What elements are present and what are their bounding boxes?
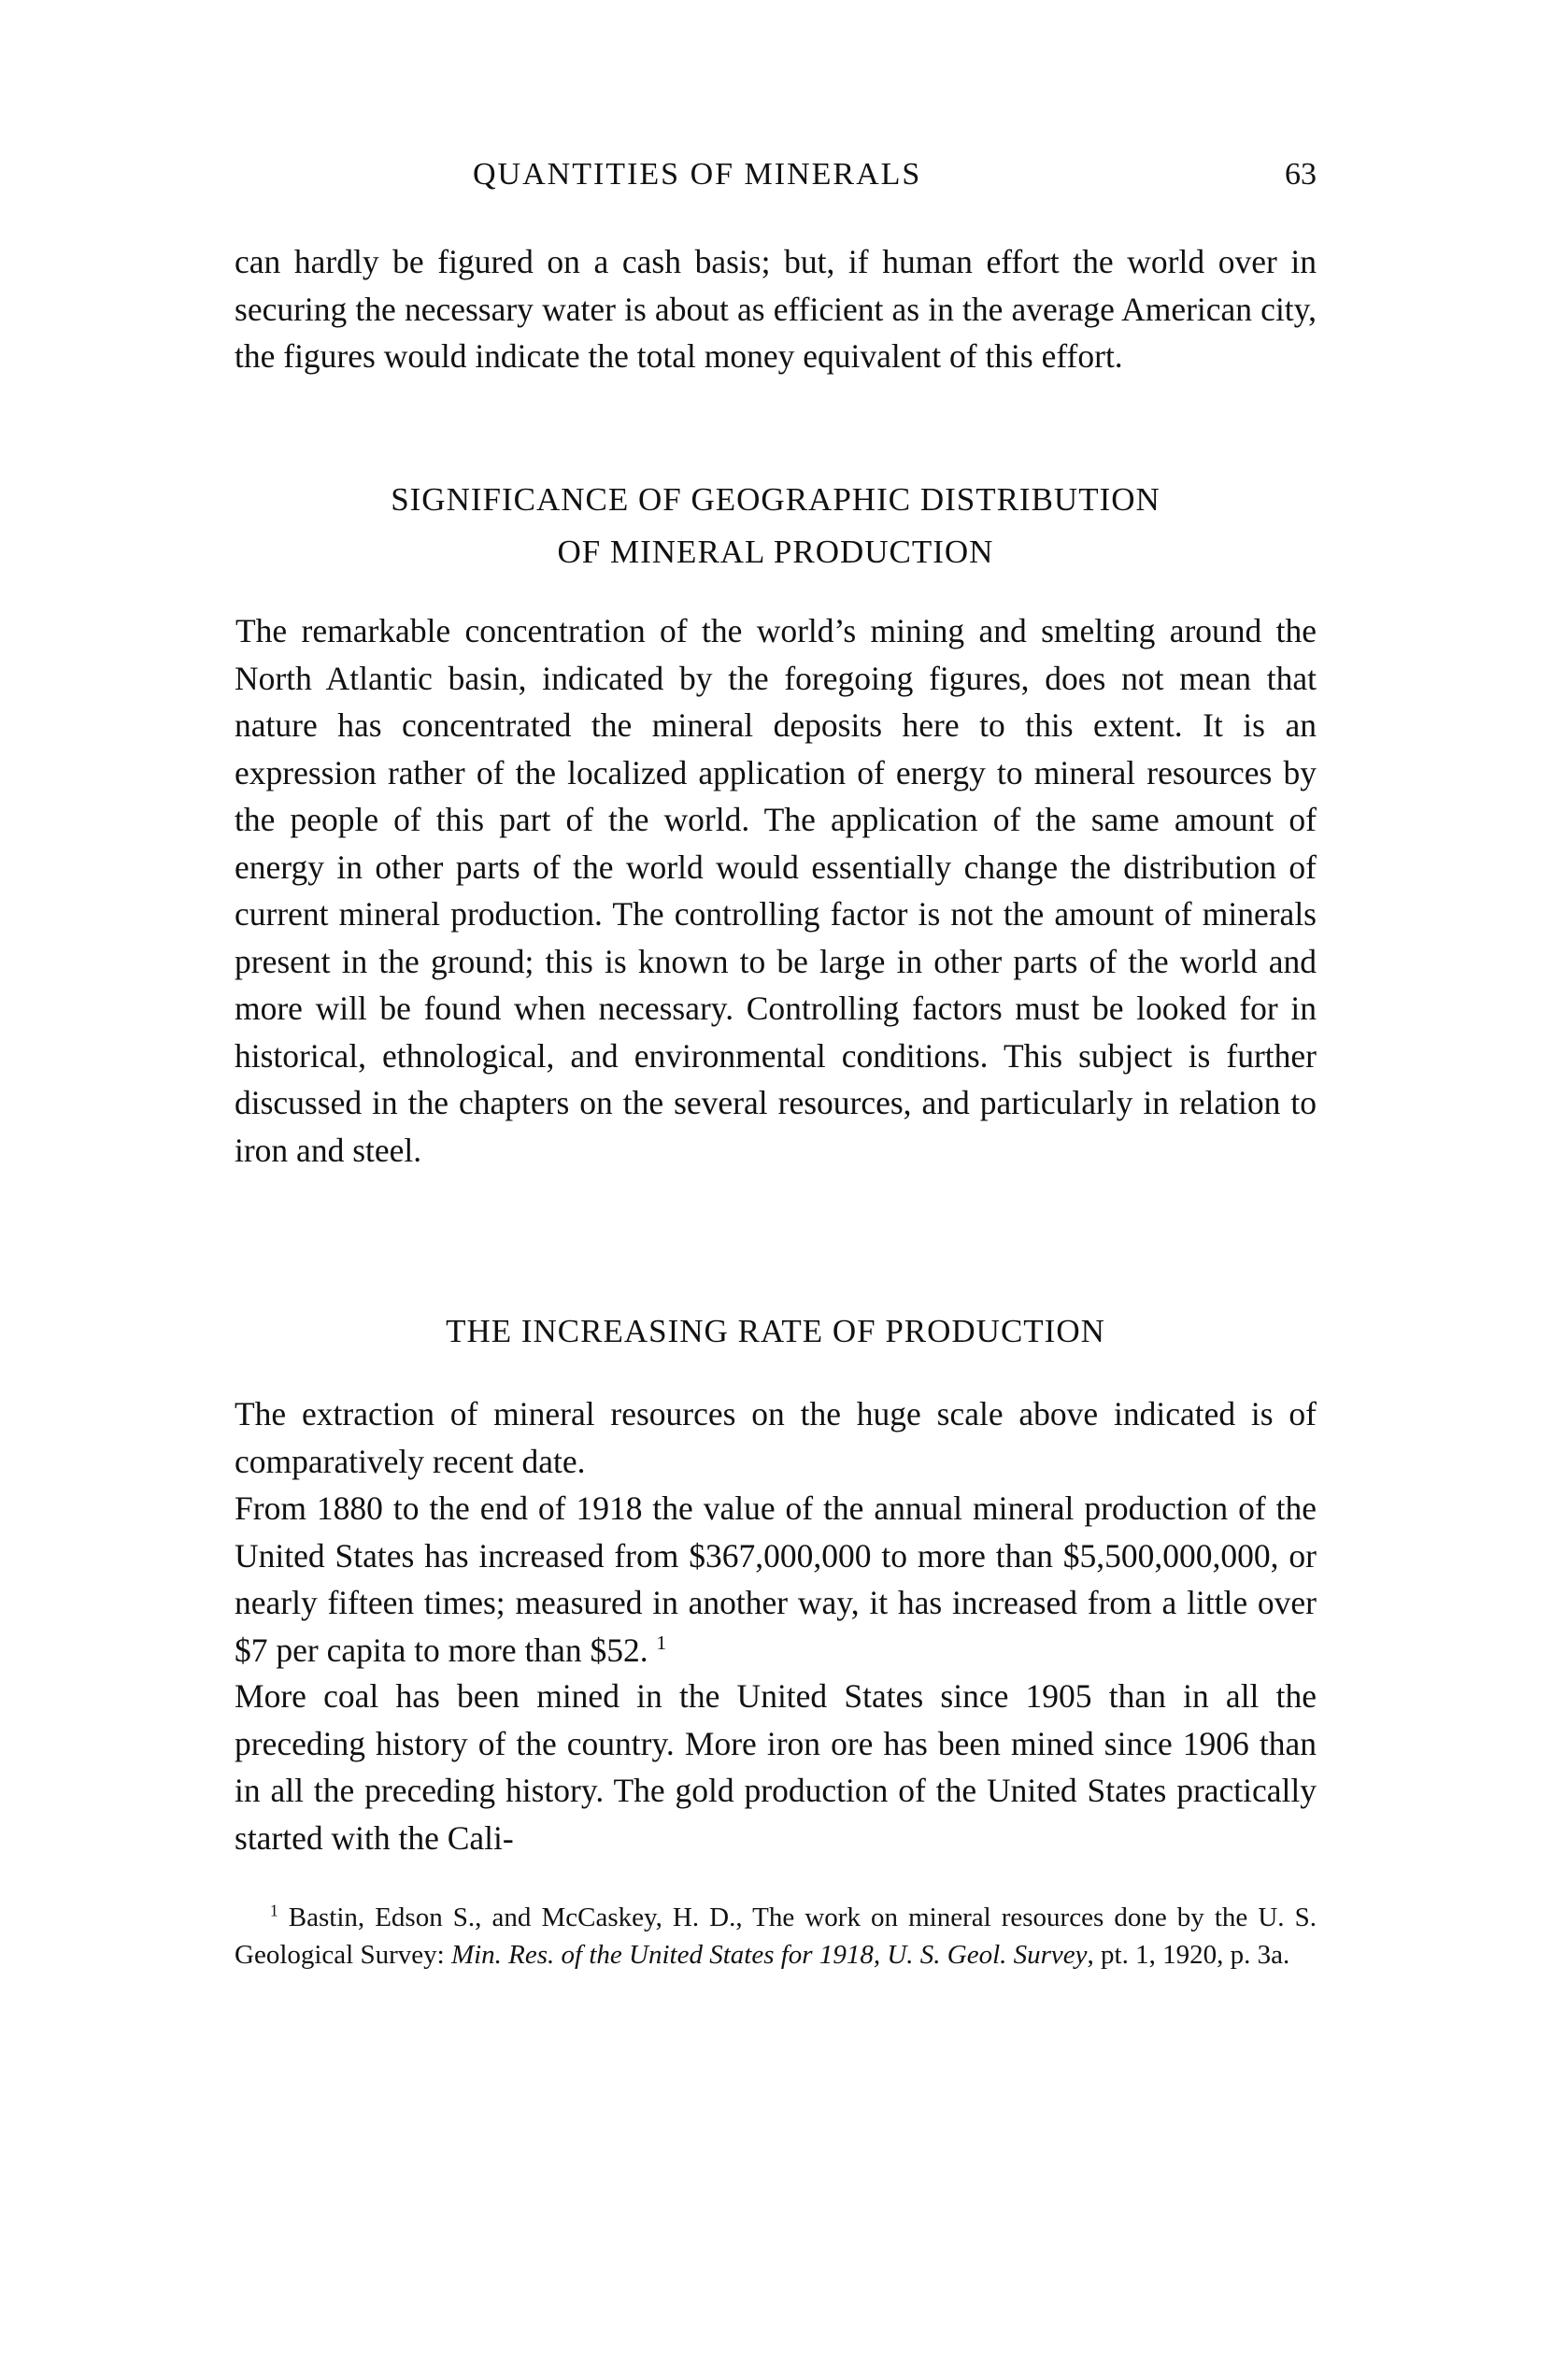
heading-increasing-rate: THE INCREASING RATE OF PRODUCTION	[446, 1313, 1105, 1349]
footnote-reference[interactable]: 1	[656, 1631, 667, 1654]
paragraph-water-effort: can hardly be figured on a cash basis; but, if human effort the world over in securing the necessary water is about as efficient as in the average American city, the figures would indicate the total money equivalent of this effort.	[235, 243, 1317, 375]
footnote-text: Bastin, Edson S., and McCaskey, H. D., The work on mineral resources done by the U. S. Geological Survey:	[235, 1903, 1317, 1970]
page-number: 63	[1285, 157, 1317, 192]
paragraph-coal-iron-gold: More coal has been mined in the United States since 1905 than in all the preceding history of the country. More iron ore has been mined since 1906 than in all the preceding history. The gold production of the United States practically started with the Cali-	[235, 1677, 1317, 1857]
paragraph-concentration: The remarkable concentration of the world’s mining and smelting around the North Atlantic basin, indicated by the foregoing figures, does not mean that nature has concentrated the mineral deposits here to this extent. It is an expression rather of the localized application of energy to mineral resources by the people of this part of the world. The application of the same amount of energy in other parts of the world would essentially change the distribution of current mineral production. The controlling factor is not the amount of minerals present in the ground; this is known to be large in other parts of the world and more will be found when necessary. Controlling factors must be looked for in historical, ethnological, and environmental conditions. This subject is further discussed in the chapters on the several resources, and particularly in relation to iron and steel.	[235, 612, 1317, 1169]
heading-geographic-distribution-line2: OF MINERAL PRODUCTION	[557, 534, 994, 570]
running-title: QUANTITIES OF MINERALS	[473, 157, 922, 192]
paragraph-extraction: The extraction of mineral resources on the huge scale above indicated is of comparatively recent date.	[235, 1395, 1317, 1480]
footnote-marker: 1	[270, 1901, 278, 1920]
paragraph-value-increase-text: From 1880 to the end of 1918 the value of the annual mineral production of the United States has increased from $367,000,000 to more than $5,500,000,000, or nearly fifteen times; measured in another way, it has increased from a little over $7 per capita to more than $52.	[235, 1489, 1317, 1669]
running-head	[235, 157, 1317, 204]
footnote-tail: , pt. 1, 1920, p. 3a.	[1087, 1940, 1290, 1970]
footnote-italic-source: Min. Res. of the United States for 1918, U. S. Geol. Survey	[450, 1940, 1088, 1970]
footnote	[235, 1899, 1317, 1974]
heading-geographic-distribution-line1: SIGNIFICANCE OF GEOGRAPHIC DISTRIBUTION	[391, 481, 1160, 518]
paragraph-value-increase	[235, 1485, 1317, 1674]
